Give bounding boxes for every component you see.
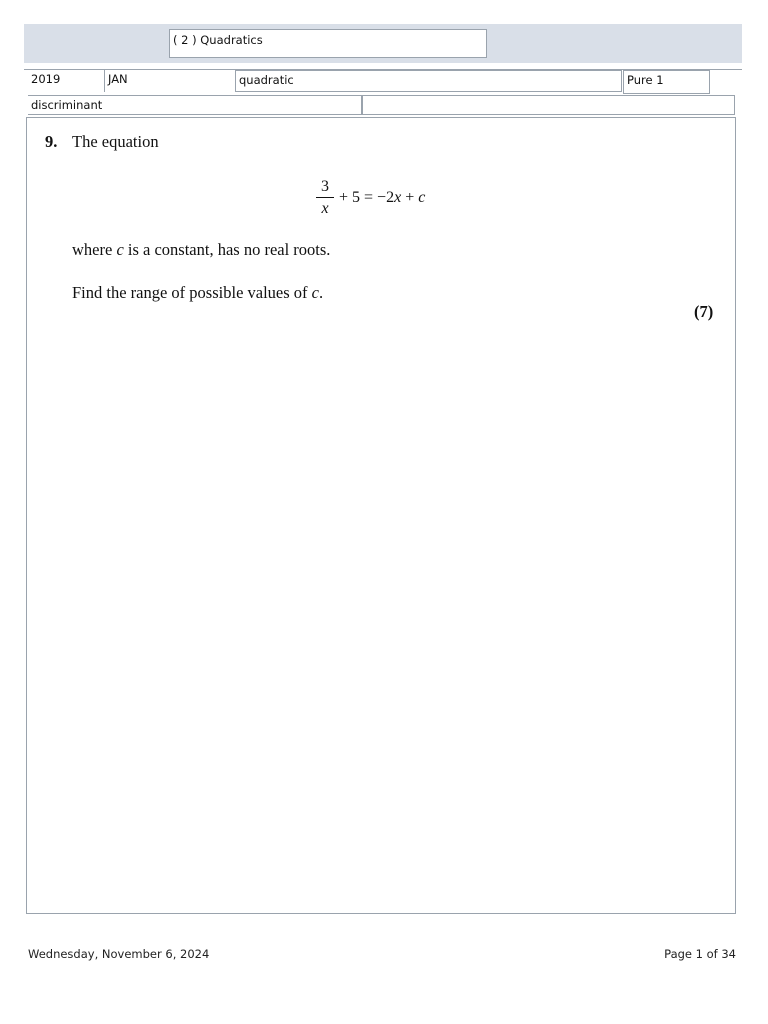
condition-var: c <box>116 240 124 259</box>
fraction-bar <box>316 197 334 198</box>
condition-post: is a constant, has no real roots. <box>123 240 331 259</box>
footer-date: Wednesday, November 6, 2024 <box>28 947 210 961</box>
question-task <box>72 283 323 303</box>
topic-title-field[interactable]: ( 2 ) Quadratics <box>169 29 487 58</box>
footer-page-number: Page 1 of 34 <box>664 947 736 961</box>
task-var: c <box>311 283 319 302</box>
question-condition <box>72 240 330 260</box>
fraction-denominator: x <box>321 200 329 217</box>
equation-fraction <box>316 178 334 218</box>
question-number: 9. <box>45 132 58 151</box>
condition-pre: where <box>72 240 117 259</box>
year-field[interactable]: 2019 <box>28 70 104 92</box>
topic-field[interactable]: quadratic <box>235 70 622 92</box>
equation-rest: + 5 = −2x + c <box>339 189 426 206</box>
subtopic-field-2[interactable] <box>362 95 735 115</box>
month-field[interactable]: JAN <box>104 70 234 92</box>
subtopic-field[interactable]: discriminant <box>28 95 362 115</box>
question-marks: (7) <box>694 302 714 321</box>
fraction-numerator: 3 <box>321 178 329 195</box>
task-post: . <box>319 283 324 302</box>
task-pre: Find the range of possible values of <box>72 283 312 302</box>
question-image-frame <box>26 117 736 914</box>
question-intro: The equation <box>72 132 159 151</box>
paper-field[interactable]: Pure 1 <box>623 70 710 94</box>
